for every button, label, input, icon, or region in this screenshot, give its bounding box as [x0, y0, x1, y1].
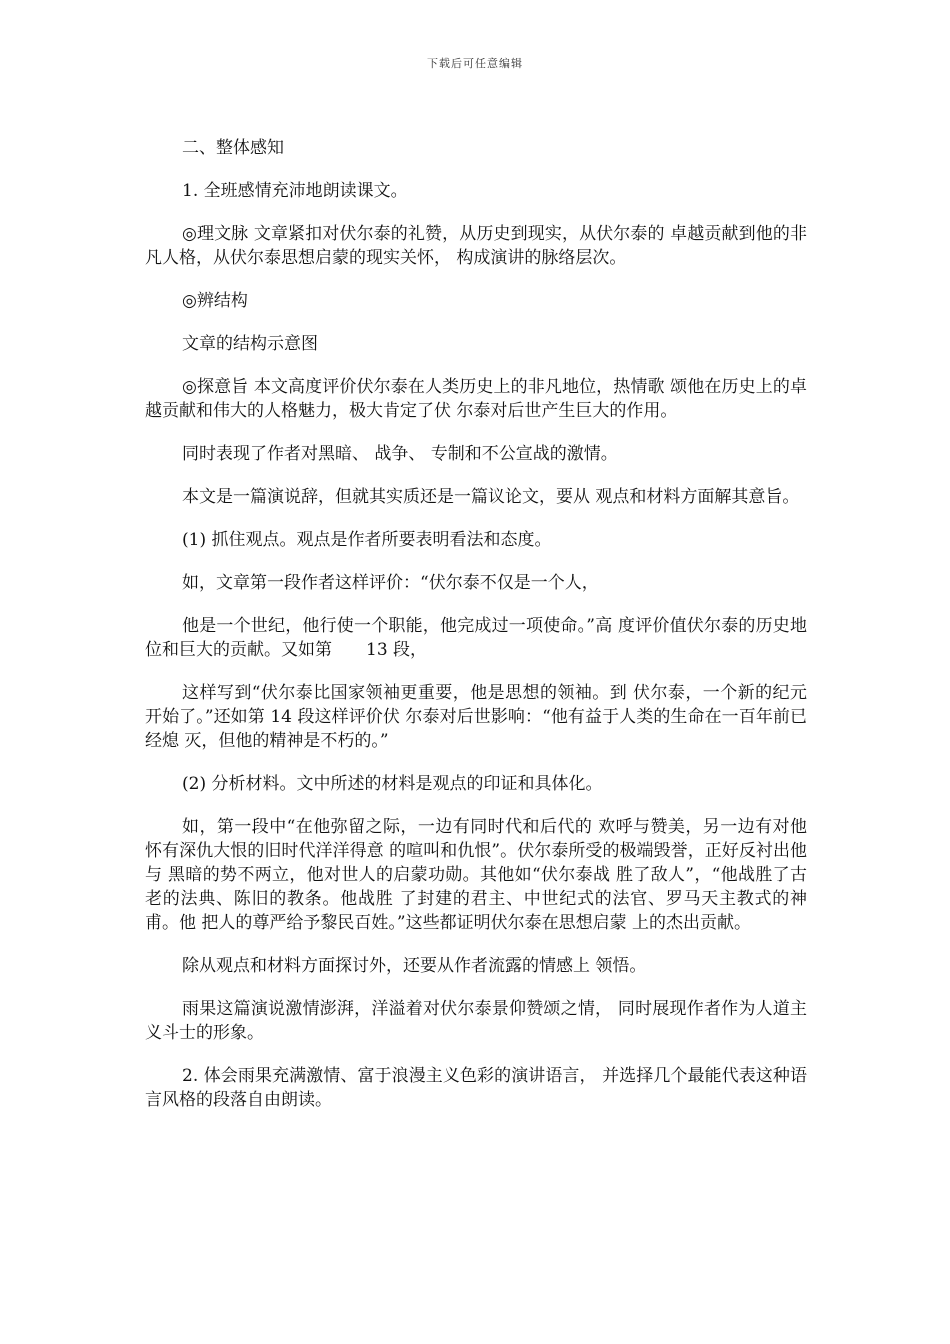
section-heading: 二、整体感知: [182, 138, 284, 158]
paragraph: 如，第一段中“在他弥留之际，一边有同时代和后代的 欢呼与赞美，另一边有对他怀有深仇大恨的旧时代洋洋得意 的喧叫和仇恨”。伏尔泰所受的极端毁誉，正好反衬出他与 黑暗的势不两立，他对世人的启蒙功勋。其他如“伏尔泰战 胜了敌人”，“他战胜了古老的法典、陈旧的教条。他战胜 了封建的君主、中世纪式的法官、罗马天主教式的神甫。他 把人的尊严给予黎民百姓。”这些都证明伏尔泰在思想启蒙 上的杰出贡献。: [145, 817, 807, 933]
page-header: 下载后可任意编辑: [427, 57, 523, 70]
paragraph: 他是一个世纪，他行使一个职能，他完成过一项使命。”高 度评价值伏尔泰的历史地位和巨大的贡献。又如第 13 段，: [145, 616, 807, 660]
paragraph: 文章的结构示意图: [182, 334, 318, 354]
paragraph: ◎探意旨 本文高度评价伏尔泰在人类历史上的非凡地位，热情歌 颂他在历史上的卓越贡献和伟大的人格魅力，极大肯定了伏 尔泰对后世产生巨大的作用。: [145, 377, 807, 421]
paragraph: 本文是一篇演说辞，但就其实质还是一篇议论文，要从 观点和材料方面解其意旨。: [182, 487, 800, 507]
paragraph: (1) 抓住观点。观点是作者所要表明看法和态度。: [182, 530, 552, 550]
paragraph: 如，文章第一段作者这样评价：“伏尔泰不仅是一个人，: [182, 573, 599, 593]
paragraph: 2. 体会雨果充满激情、富于浪漫主义色彩的演讲语言， 并选择几个最能代表这种语言风格的段落自由朗读。: [145, 1066, 807, 1110]
paragraph: (2) 分析材料。文中所述的材料是观点的印证和具体化。: [182, 774, 603, 794]
paragraph: 同时表现了作者对黑暗、 战争、 专制和不公宣战的激情。: [182, 444, 618, 464]
paragraph: 1. 全班感情充沛地朗读课文。: [182, 181, 408, 201]
paragraph: 这样写到“伏尔泰比国家领袖更重要，他是思想的领袖。到 伏尔泰，一个新的纪元开始了。”还如第 14 段这样评价伏 尔泰对后世影响：“他有益于人类的生命在一百年前已经熄 灭，但他的精神是不朽的。”: [145, 683, 807, 751]
paragraph: 除从观点和材料方面探讨外，还要从作者流露的情感上 领悟。: [182, 956, 647, 976]
paragraph: 雨果这篇演说激情澎湃，洋溢着对伏尔泰景仰赞颂之情， 同时展现作者作为人道主义斗士的形象。: [145, 999, 807, 1043]
paragraph: ◎辨结构: [182, 291, 248, 311]
paragraph: ◎理文脉 文章紧扣对伏尔泰的礼赞，从历史到现实，从伏尔泰的 卓越贡献到他的非凡人格，从伏尔泰思想启蒙的现实关怀， 构成演讲的脉络层次。: [145, 224, 807, 268]
document-body: [145, 136, 807, 1131]
